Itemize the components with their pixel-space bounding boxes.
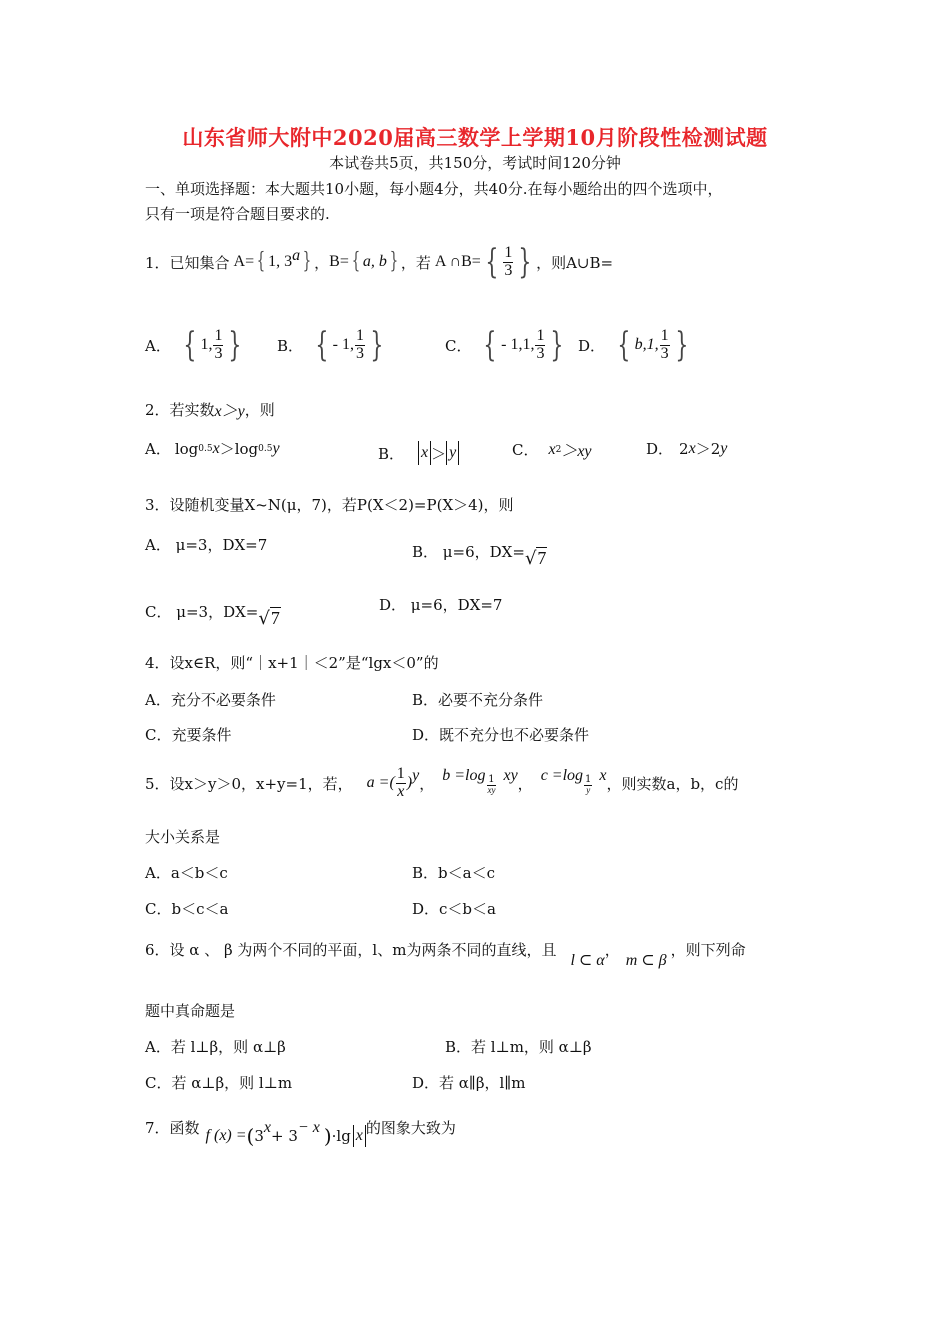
q5-a-frac <box>396 766 406 801</box>
q5-option-d[interactable]: D．c＜b＜a <box>412 900 496 918</box>
q1-frac-num: 1 <box>504 243 513 261</box>
frac-den: 3 <box>356 344 364 362</box>
frac-den: y <box>586 785 591 796</box>
q5-lead: 5．设x＞y＞0，x+y=1，若， <box>145 774 353 793</box>
q2-log-base: 0.5 <box>198 443 213 454</box>
right-brace-icon: } <box>228 325 242 365</box>
q5-stem-line2: 大小关系是 <box>145 828 221 846</box>
q2-then: ，则 <box>244 401 275 419</box>
q5-a-eq: a =( <box>366 774 395 791</box>
q3-option-b[interactable] <box>412 534 547 569</box>
q1-option-a-pre: 1, <box>200 336 213 353</box>
q7-term1: 3 <box>254 1127 264 1145</box>
frac-den: x <box>397 782 405 800</box>
q1-if: ，若 <box>400 253 431 272</box>
page-title: 山东省师大附中2020届高三数学上学期10月阶段性检测试题 <box>182 125 768 150</box>
q4-option-d[interactable]: D．既不充分也不必要条件 <box>412 726 590 744</box>
right-brace-icon: } <box>518 242 532 282</box>
q7-tail: 的图象大致为 <box>365 1118 456 1137</box>
q2-option-a[interactable] <box>145 438 280 459</box>
q2-d-exp1: x <box>688 439 696 457</box>
question-5-stem <box>145 760 738 806</box>
right-brace-icon: } <box>550 325 564 365</box>
frac-num: 1 <box>585 773 592 785</box>
q5-comma: ， <box>517 774 533 793</box>
q2-option-a-label: A． <box>145 440 171 458</box>
frac-num: 1 <box>660 326 669 344</box>
frac-num: 1 <box>488 773 495 785</box>
q6-option-c[interactable]: C．若 α⊥β，则 l⊥m <box>145 1074 293 1092</box>
exam-info: 本试卷共5页，共150分，考试时间120分钟 <box>329 154 621 172</box>
q1-option-c-pre: - 1,1, <box>501 336 535 353</box>
q1-option-d-label: D． <box>578 336 606 355</box>
q1-then: ，则A∪B= <box>536 253 614 272</box>
q1-option-c[interactable] <box>445 322 568 368</box>
frac-den: 3 <box>660 344 669 362</box>
q3-option-d[interactable]: D． μ=6，DX=7 <box>379 596 503 614</box>
q5-b-eq: b =log <box>442 767 486 784</box>
q3-option-b-text: B． μ=6，DX= <box>412 543 525 561</box>
q7-exp2: − x <box>297 1119 320 1136</box>
q2-c-x: x <box>548 440 556 458</box>
q1-set-a-body: 1, 3 <box>268 253 293 270</box>
q1-set-a-label: A= <box>233 253 255 270</box>
question-1-stem <box>145 240 613 284</box>
q7-fx: f (x) = <box>205 1127 247 1144</box>
q6-comma: ， <box>604 940 620 959</box>
q2-gt-log: ＞log <box>219 440 259 458</box>
q1-intersection: A ∩B= <box>434 253 481 270</box>
q1-option-c-frac <box>535 328 545 363</box>
q5-option-b[interactable]: B．b＜a＜c <box>412 864 495 882</box>
section-instructions-line2: 只有一项是符合题目要求的. <box>145 205 330 223</box>
q7-abs-x: x <box>355 1127 363 1144</box>
q7-paren-open: ( <box>246 1124 255 1148</box>
q3-option-c[interactable] <box>145 594 281 629</box>
q2-x: x <box>212 439 220 457</box>
q2-d-gt: ＞2 <box>695 440 721 458</box>
q1-option-a[interactable] <box>145 322 246 368</box>
q1-option-d-pre: b,1, <box>634 336 659 353</box>
q1-option-d[interactable] <box>578 322 692 368</box>
right-brace-icon: } <box>675 325 688 365</box>
frac-den: xy <box>487 785 496 796</box>
q6-option-a[interactable]: A．若 l⊥β，则 α⊥β <box>145 1038 286 1056</box>
q6-tail: ，则下列命 <box>670 940 746 959</box>
q5-comma: ， <box>419 774 435 793</box>
q5-option-c[interactable]: C．b＜c＜a <box>145 900 229 918</box>
q6-lead: 6．设 α 、 β 为两个不同的平面，l、m为两条不同的直线，且 <box>145 940 557 959</box>
question-7-stem <box>145 1110 456 1148</box>
q1-fraction <box>503 245 513 280</box>
q3-b-radicand: 7 <box>537 548 547 568</box>
q2-gt: ＞ <box>431 444 447 463</box>
q1-option-a-label: A． <box>145 336 171 355</box>
q1-option-c-label: C． <box>445 336 472 355</box>
q5-c-eq: c =log <box>540 767 584 784</box>
q2-log: log <box>174 439 199 458</box>
section-instructions-line1: 一、单项选择题：本大题共10小题，每小题4分，共40分.在每小题给出的四个选项中， <box>145 180 723 198</box>
q5-a-close: ) <box>406 774 413 791</box>
q4-option-a[interactable]: A．充分不必要条件 <box>145 691 276 709</box>
q2-option-d-label: D． <box>646 440 674 458</box>
q7-plus: + 3 <box>271 1127 298 1145</box>
left-brace-icon: { <box>351 249 361 274</box>
q1-option-b-frac <box>355 328 365 363</box>
question-6-stem <box>145 932 746 969</box>
q1-option-b[interactable] <box>277 322 388 368</box>
q1-option-a-frac <box>213 328 223 363</box>
q5-a-exp: y <box>412 767 420 784</box>
q2-option-b-label: B． <box>378 444 405 463</box>
abs-bar-icon <box>353 1125 354 1147</box>
right-brace-icon: } <box>389 249 399 274</box>
q2-y: y <box>272 439 280 457</box>
q6-stem-line2: 题中真命题是 <box>145 1002 236 1020</box>
frac-den: 3 <box>214 344 223 362</box>
abs-bar-icon <box>418 441 419 465</box>
sqrt-icon: √7 <box>524 548 547 569</box>
q1-option-b-pre: - 1, <box>332 336 354 353</box>
q6-option-d[interactable]: D．若 α∥β，l∥m <box>412 1074 526 1092</box>
q2-c-exp: 2 <box>555 444 562 455</box>
right-brace-icon: } <box>370 325 384 365</box>
question-3-stem: 3．设随机变量X~N(μ，7)，若P(X＜2)=P(X＞4)，则 <box>145 496 514 514</box>
frac-num: 1 <box>356 326 364 344</box>
q1-option-b-label: B． <box>277 336 304 355</box>
q6-option-b[interactable]: B．若 l⊥m，则 α⊥β <box>445 1038 592 1056</box>
left-brace-icon: { <box>315 325 329 365</box>
q5-c-base <box>584 775 592 796</box>
q1-comma: ， <box>314 253 330 272</box>
q6-condition-1: l ⊂ α <box>570 952 605 969</box>
q3-option-c-text: C． μ=3，DX= <box>145 603 259 621</box>
q1-set-b-body: a, b <box>362 253 387 270</box>
q2-abs-x: x <box>421 444 429 461</box>
q2-option-b[interactable] <box>378 438 459 468</box>
left-brace-icon: { <box>617 325 631 365</box>
q7-paren-close: ) <box>323 1124 332 1148</box>
q2-abs-y: y <box>449 444 457 461</box>
q2-option-c[interactable] <box>512 438 592 461</box>
left-brace-icon: { <box>485 242 499 282</box>
left-brace-icon: { <box>256 249 266 274</box>
q2-option-d[interactable] <box>646 438 727 459</box>
q1-set-b-label: B= <box>329 253 349 270</box>
left-brace-icon: { <box>183 325 197 365</box>
question-2-stem <box>145 398 275 421</box>
q1-frac-den: 3 <box>504 261 513 279</box>
q5-b-base <box>486 775 496 796</box>
q3-option-a[interactable]: A． μ=3，DX=7 <box>145 536 268 554</box>
q3-c-radicand: 7 <box>270 608 280 628</box>
q7-lead: 7．函数 <box>145 1118 200 1137</box>
q2-option-c-label: C． <box>512 441 539 459</box>
q5-b-arg: xy <box>503 767 518 784</box>
frac-den: 3 <box>536 344 545 362</box>
q2-d-base: 2 <box>679 439 689 458</box>
q2-lead: 2．若实数 <box>145 401 215 419</box>
q6-condition-2: m ⊂ β <box>625 952 667 969</box>
sqrt-icon: √7 <box>258 608 280 629</box>
q1-set-a-exponent: a <box>292 247 301 264</box>
frac-num: 1 <box>214 326 223 344</box>
left-brace-icon: { <box>483 325 497 365</box>
abs-bar-icon <box>446 441 447 465</box>
right-brace-icon: } <box>302 249 312 274</box>
q7-lg: ·lg <box>331 1127 351 1145</box>
q1-lead: 1．已知集合 <box>145 253 230 272</box>
q2-c-rest: ＞xy <box>561 443 592 460</box>
q5-c-arg: x <box>599 767 607 784</box>
q5-option-a[interactable]: A．a＜b＜c <box>145 864 228 882</box>
q5-tail: ，则实数a，b，c的 <box>606 774 739 793</box>
q2-condition: x＞y <box>214 403 245 420</box>
frac-num: 1 <box>396 764 405 782</box>
q2-log-base: 0.5 <box>258 443 273 454</box>
frac-num: 1 <box>536 326 545 344</box>
q7-exp1: x <box>263 1119 272 1136</box>
question-4-stem: 4．设x∈R，则“｜x+1｜＜2”是“lgx＜0”的 <box>145 654 439 672</box>
q4-option-b[interactable]: B．必要不充分条件 <box>412 691 544 709</box>
abs-bar-icon <box>458 441 459 465</box>
q1-option-d-frac <box>660 328 670 363</box>
q4-option-c[interactable]: C．充要条件 <box>145 726 232 744</box>
q2-d-exp2: y <box>720 439 728 457</box>
